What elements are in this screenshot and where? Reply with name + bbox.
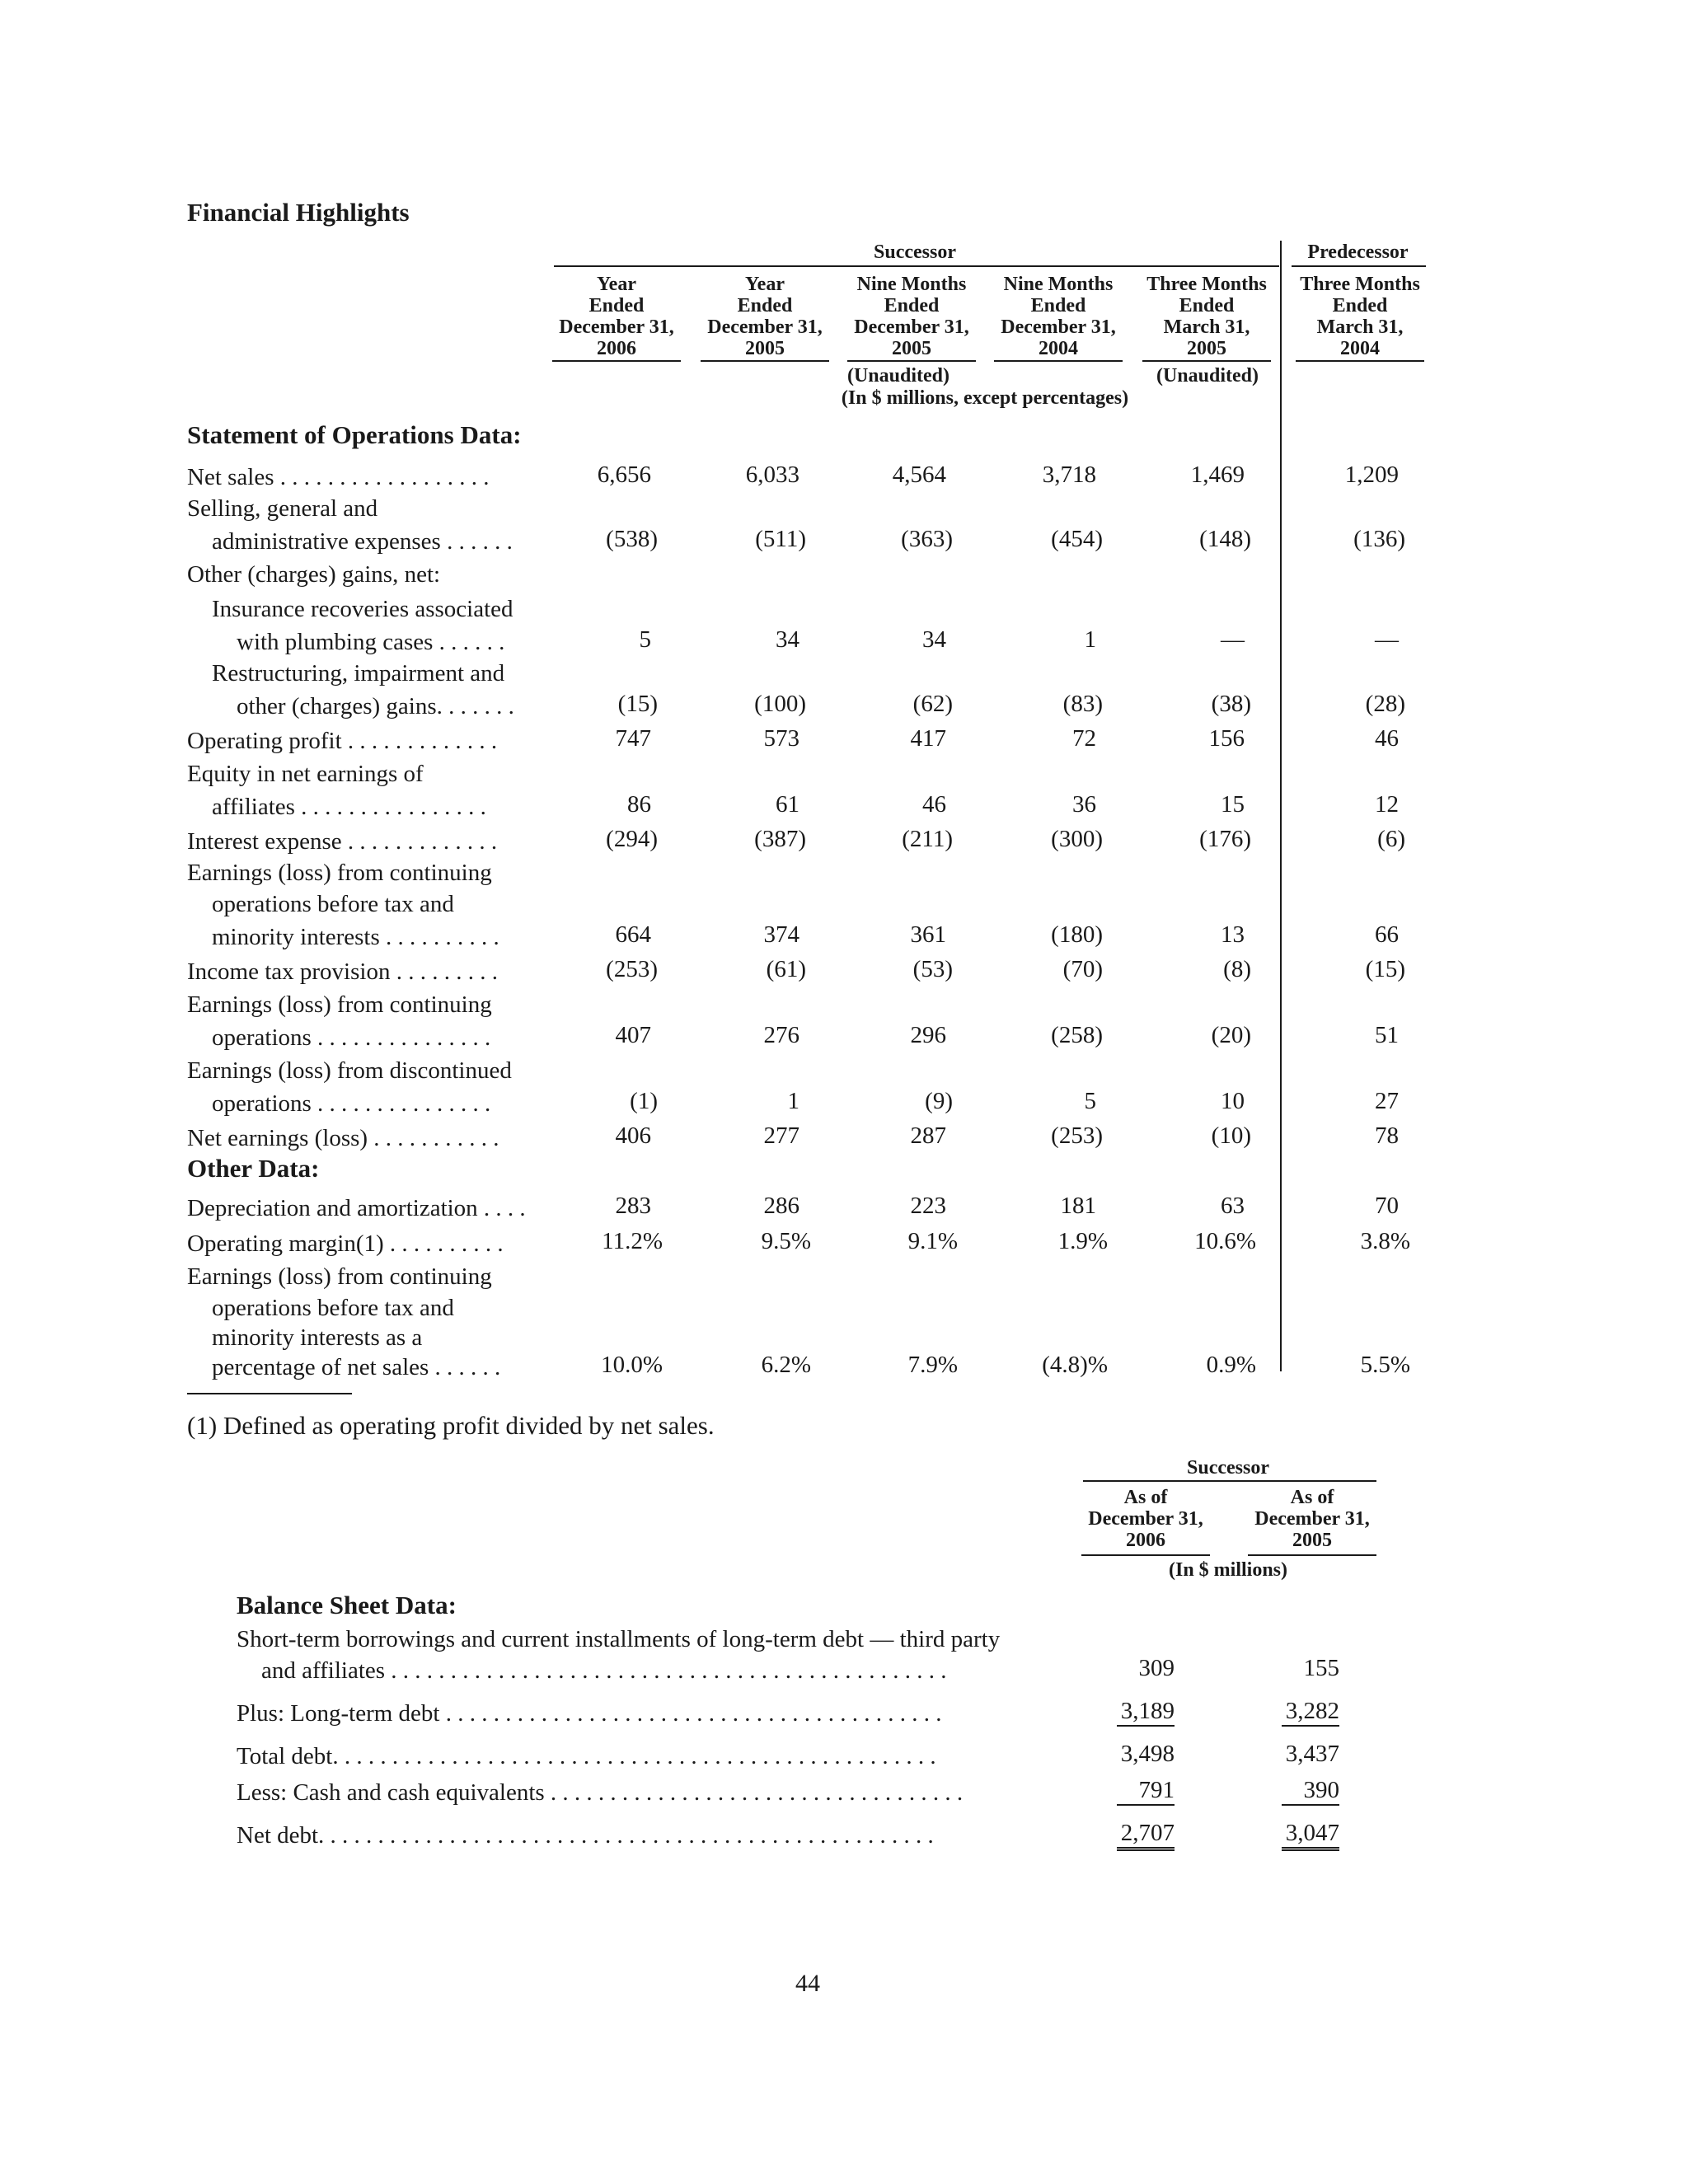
table-cell: 63: [1221, 1193, 1245, 1219]
table-cell: (8): [1223, 956, 1251, 982]
balance-row-label: Plus: Long-term debt . . . . . . . . . . . . . . . . . . . . . . . . . . . . . . . . . . . . . . . . . .: [237, 1700, 942, 1727]
table-cell: 78: [1375, 1122, 1399, 1149]
table-cell: 664: [615, 921, 651, 948]
balance-row-label: Short-term borrowings and current installments of long-term debt — third party: [237, 1626, 1001, 1652]
balance-column-rule: [1248, 1554, 1376, 1556]
column-header-line: 2006: [597, 338, 636, 359]
table-cell: (136): [1353, 526, 1405, 552]
table-cell: 573: [763, 725, 799, 752]
table-cell: 3.8%: [1360, 1228, 1410, 1254]
section-other-data: Other Data:: [187, 1154, 320, 1183]
row-label: Selling, general and: [187, 495, 378, 522]
balance-column-header-line: As of: [1290, 1487, 1334, 1508]
table-cell: 46: [922, 791, 946, 818]
balance-successor-rule: [1083, 1480, 1376, 1482]
footnote: (1) Defined as operating profit divided by net sales.: [187, 1411, 715, 1440]
column-header-line: March 31,: [1316, 316, 1404, 338]
table-cell: 417: [910, 725, 946, 752]
table-cell: 5.5%: [1360, 1352, 1410, 1378]
table-cell: 6,033: [745, 462, 799, 488]
table-cell: 361: [910, 921, 946, 948]
table-cell: 10.6%: [1194, 1228, 1256, 1254]
table-cell: (61): [766, 956, 806, 982]
balance-row-label: and affiliates . . . . . . . . . . . . . . . . . . . . . . . . . . . . . . . . . . . . . . . . . . . . . . .: [261, 1657, 947, 1684]
unaudited-label: (Unaudited): [1156, 365, 1259, 387]
table-cell: 747: [615, 725, 651, 752]
table-cell: (62): [912, 691, 953, 717]
table-cell: 1,209: [1344, 462, 1399, 488]
table-cell: (300): [1051, 826, 1103, 852]
column-header-line: December 31,: [854, 316, 969, 338]
table-cell: 1.9%: [1057, 1228, 1108, 1254]
section-balance-sheet: Balance Sheet Data:: [237, 1591, 457, 1619]
table-cell: (15): [617, 691, 658, 717]
balance-table-cell: 3,282: [1282, 1698, 1339, 1727]
table-cell: (148): [1199, 526, 1251, 552]
table-cell: 5: [1084, 1088, 1096, 1114]
successor-group-header: Successor: [874, 241, 956, 263]
section-statement-of-operations: Statement of Operations Data:: [187, 420, 522, 449]
row-label: minority interests as a: [212, 1324, 423, 1351]
column-header-line: 2005: [892, 338, 931, 359]
table-cell: 11.2%: [602, 1228, 663, 1254]
balance-successor-header: Successor: [1187, 1457, 1269, 1479]
table-cell: 34: [776, 626, 799, 653]
table-cell: (100): [754, 691, 806, 717]
unaudited-label: (Unaudited): [846, 365, 950, 387]
table-cell: 46: [1375, 725, 1399, 752]
table-cell: (253): [606, 956, 658, 982]
row-label: operations before tax and: [212, 1295, 454, 1321]
table-cell: (9): [925, 1088, 953, 1114]
row-label: Operating profit . . . . . . . . . . . . .: [187, 728, 498, 754]
table-cell: (253): [1051, 1122, 1103, 1149]
table-cell: (10): [1211, 1122, 1251, 1149]
row-label: Other (charges) gains, net:: [187, 561, 441, 588]
row-label: administrative expenses . . . . . .: [212, 528, 513, 555]
table-cell: —: [1375, 626, 1399, 653]
table-cell: 12: [1375, 791, 1399, 818]
balance-table-cell: 155: [1303, 1655, 1339, 1681]
table-cell: —: [1221, 626, 1245, 653]
table-cell: 7.9%: [907, 1352, 958, 1378]
row-label: Earnings (loss) from continuing: [187, 860, 492, 886]
row-label: Equity in net earnings of: [187, 761, 424, 787]
page-number: 44: [795, 1970, 820, 1997]
column-header-line: Year: [597, 274, 636, 295]
balance-table-cell: 3,189: [1117, 1698, 1175, 1727]
table-cell: 27: [1375, 1088, 1399, 1114]
table-cell: (258): [1051, 1022, 1103, 1048]
table-cell: 61: [776, 791, 799, 818]
table-cell: 4,564: [892, 462, 946, 488]
table-cell: (387): [754, 826, 806, 852]
column-header-rule: [994, 360, 1123, 362]
table-cell: 66: [1375, 921, 1399, 948]
table-cell: 374: [763, 921, 799, 948]
table-cell: (363): [901, 526, 953, 552]
row-label: operations . . . . . . . . . . . . . . .: [212, 1090, 491, 1117]
column-header-line: Ended: [1332, 295, 1388, 316]
column-header-line: 2005: [745, 338, 785, 359]
column-header-rule: [552, 360, 681, 362]
row-label: operations before tax and: [212, 891, 454, 917]
column-header-line: 2004: [1340, 338, 1380, 359]
row-label: with plumbing cases . . . . . .: [237, 629, 505, 655]
table-cell: 406: [615, 1122, 651, 1149]
table-cell: (538): [606, 526, 658, 552]
table-cell: 9.5%: [761, 1228, 811, 1254]
table-cell: 10: [1221, 1088, 1245, 1114]
table-cell: (511): [755, 526, 806, 552]
row-label: Operating margin(1) . . . . . . . . . .: [187, 1230, 504, 1257]
table-cell: (454): [1051, 526, 1103, 552]
table-cell: 283: [615, 1193, 651, 1219]
balance-column-rule: [1081, 1554, 1210, 1556]
balance-row-label: Total debt. . . . . . . . . . . . . . . . . . . . . . . . . . . . . . . . . . . . . . . . . . . . . . . . . . .: [237, 1743, 936, 1769]
predecessor-group-header: Predecessor: [1307, 241, 1409, 263]
column-header-line: March 31,: [1163, 316, 1250, 338]
balance-table-cell: 3,047: [1282, 1820, 1339, 1851]
table-cell: 223: [910, 1193, 946, 1219]
table-cell: 6,656: [597, 462, 651, 488]
column-header-line: Ended: [1179, 295, 1235, 316]
table-cell: 72: [1072, 725, 1096, 752]
row-label: other (charges) gains. . . . . . .: [237, 693, 514, 719]
table-cell: (20): [1211, 1022, 1251, 1048]
row-label: affiliates . . . . . . . . . . . . . . . .: [212, 794, 486, 820]
table-cell: (15): [1365, 956, 1405, 982]
table-cell: 36: [1072, 791, 1096, 818]
table-cell: 1: [787, 1088, 799, 1114]
row-label: Insurance recoveries associated: [212, 596, 513, 622]
balance-row-label: Less: Cash and cash equivalents . . . . . . . . . . . . . . . . . . . . . . . . . . . . . . . . . . .: [237, 1779, 964, 1806]
row-label: percentage of net sales . . . . . .: [212, 1354, 501, 1380]
table-cell: 276: [763, 1022, 799, 1048]
table-cell: 15: [1221, 791, 1245, 818]
table-cell: 1,469: [1190, 462, 1245, 488]
balance-column-header-line: As of: [1123, 1487, 1168, 1508]
row-label: Net sales . . . . . . . . . . . . . . . . . .: [187, 464, 490, 490]
units-label: (In $ millions, except percentages): [841, 387, 1129, 409]
balance-row-label: Net debt. . . . . . . . . . . . . . . . . . . . . . . . . . . . . . . . . . . . . . . . . . . . . . . . . . . .: [237, 1822, 934, 1849]
row-label: Income tax provision . . . . . . . . .: [187, 958, 498, 985]
row-label: Net earnings (loss) . . . . . . . . . . .: [187, 1125, 499, 1151]
balance-table-cell: 309: [1138, 1655, 1175, 1681]
column-header-rule: [1142, 360, 1271, 362]
table-cell: 5: [639, 626, 651, 653]
table-cell: 6.2%: [761, 1352, 811, 1378]
balance-table-cell: 791: [1117, 1777, 1175, 1806]
column-header-line: December 31,: [707, 316, 823, 338]
balance-column-header-line: December 31,: [1088, 1508, 1203, 1530]
row-label: Earnings (loss) from continuing: [187, 991, 492, 1018]
table-cell: (6): [1377, 826, 1405, 852]
table-cell: (38): [1211, 691, 1251, 717]
table-cell: 34: [922, 626, 946, 653]
balance-units-label: (In $ millions): [1168, 1559, 1288, 1581]
balance-table-cell: 3,498: [1120, 1741, 1175, 1767]
balance-column-header-line: 2006: [1126, 1530, 1165, 1551]
column-header-line: Nine Months: [856, 274, 967, 295]
table-cell: 287: [910, 1122, 946, 1149]
table-cell: 3,718: [1042, 462, 1096, 488]
balance-table-cell: 3,437: [1285, 1741, 1339, 1767]
table-cell: 286: [763, 1193, 799, 1219]
table-cell: (180): [1051, 921, 1103, 948]
table-cell: (53): [912, 956, 953, 982]
row-label: Earnings (loss) from discontinued: [187, 1057, 512, 1084]
table-cell: 51: [1375, 1022, 1399, 1048]
table-cell: 277: [763, 1122, 799, 1149]
table-cell: (294): [606, 826, 658, 852]
column-header-line: Year: [745, 274, 785, 295]
table-cell: 13: [1221, 921, 1245, 948]
table-cell: 70: [1375, 1193, 1399, 1219]
table-cell: (176): [1199, 826, 1251, 852]
column-header-rule: [1296, 360, 1424, 362]
table-cell: (1): [630, 1088, 658, 1114]
table-cell: (28): [1365, 691, 1405, 717]
successor-rule: [554, 265, 1279, 267]
column-header-line: Ended: [737, 295, 793, 316]
row-label: operations . . . . . . . . . . . . . . .: [212, 1024, 491, 1051]
table-cell: 0.9%: [1206, 1352, 1256, 1378]
column-header-line: Nine Months: [1003, 274, 1114, 295]
table-cell: (211): [902, 826, 953, 852]
balance-column-header-line: December 31,: [1254, 1508, 1370, 1530]
column-header-line: Ended: [588, 295, 645, 316]
table-cell: 181: [1060, 1193, 1096, 1219]
row-label: Restructuring, impairment and: [212, 660, 505, 687]
table-cell: 86: [627, 791, 651, 818]
page-title: Financial Highlights: [187, 198, 410, 227]
column-header-rule: [701, 360, 829, 362]
table-cell: 9.1%: [907, 1228, 958, 1254]
row-label: minority interests . . . . . . . . . .: [212, 924, 499, 950]
balance-table-cell: 2,707: [1117, 1820, 1175, 1851]
table-cell: (4.8)%: [1042, 1352, 1108, 1378]
table-cell: 10.0%: [601, 1352, 663, 1378]
table-cell: 296: [910, 1022, 946, 1048]
column-header-line: Ended: [1030, 295, 1086, 316]
column-header-line: Three Months: [1146, 274, 1267, 295]
footnote-rule: [187, 1393, 352, 1394]
balance-table-cell: 390: [1282, 1777, 1339, 1806]
column-header-line: December 31,: [559, 316, 674, 338]
table-cell: 407: [615, 1022, 651, 1048]
column-header-line: December 31,: [1001, 316, 1116, 338]
table-cell: 156: [1208, 725, 1245, 752]
row-label: Depreciation and amortization . . . .: [187, 1195, 526, 1221]
column-header-line: 2004: [1039, 338, 1078, 359]
table-cell: (83): [1062, 691, 1103, 717]
column-header-line: Ended: [884, 295, 940, 316]
table-cell: 1: [1084, 626, 1096, 653]
column-header-rule: [847, 360, 976, 362]
balance-column-header-line: 2005: [1292, 1530, 1332, 1551]
table-cell: (70): [1062, 956, 1103, 982]
row-label: Interest expense . . . . . . . . . . . . .: [187, 828, 498, 855]
column-header-line: Three Months: [1300, 274, 1420, 295]
column-header-line: 2005: [1187, 338, 1226, 359]
predecessor-rule: [1292, 265, 1426, 267]
row-label: Earnings (loss) from continuing: [187, 1263, 492, 1290]
